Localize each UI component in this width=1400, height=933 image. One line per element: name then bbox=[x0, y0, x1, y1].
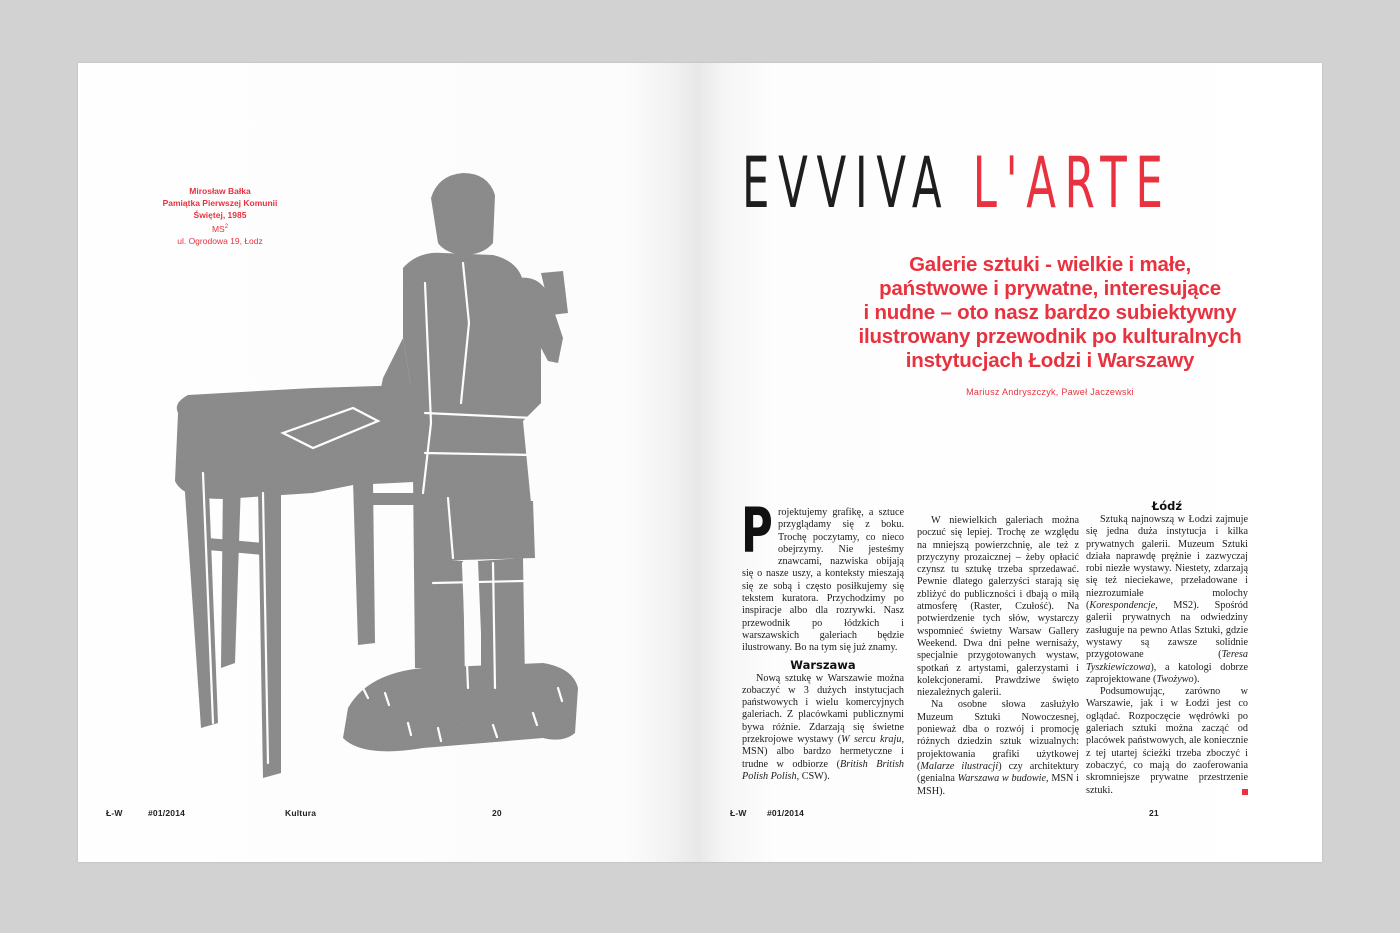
text-run: ), a katologi dobrze zaprojektowane ( bbox=[1086, 661, 1248, 685]
footer-issue: #01/2014 bbox=[767, 808, 805, 818]
text-run: ). bbox=[1193, 673, 1200, 685]
intro-text: rojektujemy grafikę, a sztuce przyglądamy się z boku. Trochę poczytamy, co nieco obejrzymy. Nie jesteśmy znawcami, nazwiska obijają się o nasze uszy, a konteksty mieszają się ze sobą i często posiłkujemy się tekstem kuratora. Przychodzimy po inspiracje albo dla rozrywki. Nasz przewodnik po łódzkich i warszawskich galeriach będzie ilustrowany. Bo na tym się już znamy. bbox=[742, 507, 904, 654]
italic-title: Twożywo bbox=[1156, 673, 1194, 685]
italic-title: Malarze ilustracji bbox=[920, 760, 999, 772]
italic-title: British British Polish Polish bbox=[742, 758, 904, 782]
warszawa-paragraph bbox=[742, 673, 904, 784]
text-run: , CSW). bbox=[796, 770, 830, 782]
italic-title: W sercu kraju bbox=[841, 734, 902, 746]
lede-line: państwowe i prywatne, interesujące bbox=[879, 277, 1221, 300]
italic-title: Teresa Tyszkiewiczowa bbox=[1086, 649, 1248, 673]
msn-paragraph bbox=[917, 699, 1079, 797]
lede-line: instytucjach Łodzi i Warszawy bbox=[905, 349, 1195, 372]
body-column-3 bbox=[1086, 500, 1248, 797]
text-run: , MSN) albo bardzo hermetyczne i trudne w odbiorze ( bbox=[742, 734, 904, 770]
magazine-spread bbox=[78, 63, 1322, 862]
text-run: Sztuką najnowszą w Łodzi zajmuje się jedna duża instytucja i kilka prywatnych galerii. Muzeum Sztuki działa naprawdę prężnie i zazwyczaj robi niezłe wystawy. Niestety, zdarzają się też nieciekawe, przeładowane i niezrozumiałe molochy ( bbox=[1086, 514, 1248, 612]
text-run: , MSN i MSH). bbox=[917, 773, 1079, 797]
italic-title: Warszawa w budowie bbox=[957, 773, 1047, 785]
text-run: Nową sztukę w Warszawie można zobaczyć w 3 dużych instytucjach państwowych i wielu komercyjnych galeriach. Z placówkami publicznymi bywa różnie. Zdarzają się świetne przekrojowe wystawy ( bbox=[742, 672, 904, 746]
title-red-part: L'ARTE bbox=[972, 142, 1172, 224]
text-run: ) czy architektury (genialna bbox=[917, 760, 1079, 785]
lede-line: Galerie sztuki - wielkie i małe, bbox=[909, 253, 1191, 276]
footer-section: Kultura bbox=[285, 808, 317, 818]
right-page bbox=[700, 63, 1322, 862]
text-run: , MS2). Spośród galerii prywatnych na odwiedziny zasługuje na pewno Atlas Sztuki, gdzie wystawy są zawsze solidnie przygotowane ( bbox=[1086, 600, 1248, 661]
footer-page-number: 21 bbox=[1149, 808, 1159, 818]
intro-paragraph bbox=[741, 494, 904, 655]
caption-title-line1: Pamiątka Pierwszej Komunii bbox=[162, 198, 278, 208]
body-column-2 bbox=[917, 515, 1079, 798]
caption-venue-sup: 2 bbox=[224, 224, 229, 230]
italic-title: Korespondencje bbox=[1089, 600, 1156, 612]
left-page bbox=[78, 63, 700, 862]
subheading-lodz: Łódź bbox=[1151, 499, 1183, 513]
caption-address: ul. Ogrodowa 19, Łodz bbox=[177, 235, 263, 246]
text-run: Podsumowując, zarówno w Warszawie, jak i w Łodzi jest co oglądać. Rozpoczęcie wędrówki po galeriach sztuki można zacząć od placówek państwowych, ale koniecznie z tej utartej ścieżki trzeba zboczyć i zobaczyć, co mają do zaoferowania skromniejsze prywatne przestrzenie sztuki. bbox=[1086, 686, 1248, 796]
subheading-warszawa: Warszawa bbox=[790, 657, 856, 672]
footer-issue: #01/2014 bbox=[148, 808, 186, 818]
footer-logo: Ł-W bbox=[106, 808, 123, 818]
galleries-paragraph: W niewielkich galeriach można poczuć się lepiej. Trochę ze względu na mniejszą powierzchnię, ale też z przyczyny prozaicznej – żeby opłacić czynsz tu sztukę trzeba sprzedawać. Pewnie dlatego galerzyści starają się zbliżyć do publiczności i dbają o miłą atmosferę (Raster, Czułość). Na potwierdzenie tych słów, wystarczy wspomnieć świetny Warsaw Gallery Weekend. Dwa dni pełne wernisaży, specjalnie przygotowanych wystaw, spotkań z artystami, galerzystami i kolekcjonerami. Prawdziwe święto niezależnych galerii. bbox=[917, 515, 1079, 699]
body-column-1 bbox=[741, 494, 904, 783]
caption-venue-name: MS bbox=[211, 223, 225, 234]
caption-title-line2: Świętej, 1985 bbox=[193, 210, 247, 220]
text-run: Na osobne słowa zasłużyło Muzeum Sztuki Nowoczesnej, ponieważ dba o rozwój i promocję różnych dziedzin sztuk wizualnych: projektowania grafiki użytkowej ( bbox=[917, 699, 1079, 772]
lodz-paragraph bbox=[1086, 514, 1248, 686]
title-black-part: EVVIVA bbox=[742, 142, 951, 224]
article-lede bbox=[840, 253, 1260, 373]
end-mark-icon bbox=[1242, 789, 1248, 795]
dropcap: P bbox=[741, 494, 773, 567]
lede-line: i nudne – oto nasz bardzo subiektywny bbox=[863, 301, 1237, 324]
linocut-boy-at-table-illustration bbox=[163, 163, 583, 783]
footer-logo: Ł-W bbox=[730, 808, 747, 818]
article-byline: Mariusz Andryszczyk, Paweł Jaczewski bbox=[966, 387, 1134, 397]
article-title bbox=[742, 143, 1302, 233]
footer-page-number: 20 bbox=[492, 808, 502, 818]
lede-line: ilustrowany przewodnik po kulturalnych bbox=[858, 325, 1242, 348]
summary-paragraph bbox=[1086, 686, 1248, 797]
caption-artist: Mirosław Bałka bbox=[189, 186, 251, 196]
